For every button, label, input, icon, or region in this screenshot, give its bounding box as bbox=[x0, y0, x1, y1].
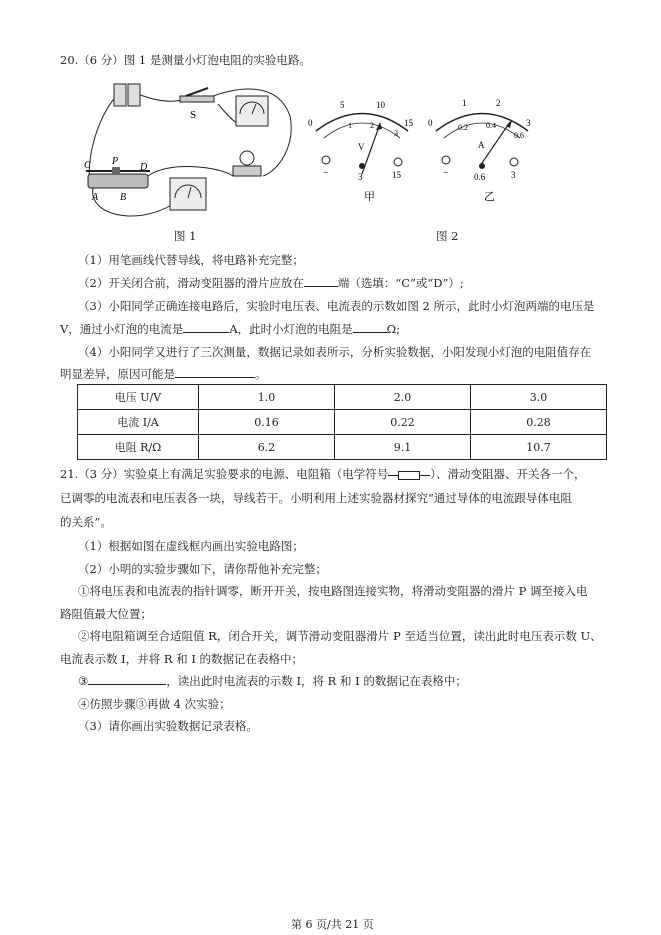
label-B: B bbox=[120, 192, 127, 203]
figure-2-caption: 图 2 bbox=[436, 229, 459, 243]
svg-text:3: 3 bbox=[511, 170, 516, 180]
answer-blank[interactable] bbox=[353, 321, 387, 333]
table-row: 电流 I/A 0.16 0.22 0.28 bbox=[78, 410, 607, 435]
table-row: 电阻 R/Ω 6.2 9.1 10.7 bbox=[78, 435, 607, 460]
answer-blank[interactable] bbox=[304, 275, 338, 287]
q21-line2: 已调零的电流表和电压表各一块，导线若干。小明利用上述实验器材探究“通过导体的电流跟导体电阻 bbox=[60, 491, 572, 505]
data-table bbox=[77, 384, 607, 460]
q20-part4-line1: （4）小阳同学又进行了三次测量，数据记录如表所示，分析实验数据，小阳发现小灯泡的电阻值存在 bbox=[78, 345, 592, 359]
svg-text:10: 10 bbox=[376, 100, 385, 110]
q21-step1-line2: 路阻值最大位置； bbox=[60, 607, 152, 621]
resistance-box-symbol bbox=[398, 471, 420, 480]
voltmeter-jia bbox=[308, 100, 414, 182]
svg-text:3: 3 bbox=[394, 129, 398, 138]
q21-line3: 的关系”。 bbox=[60, 515, 112, 529]
svg-text:0.4: 0.4 bbox=[486, 121, 496, 130]
svg-text:V: V bbox=[358, 142, 365, 152]
svg-text:0: 0 bbox=[428, 118, 433, 128]
answer-blank[interactable] bbox=[183, 321, 229, 333]
svg-text:2: 2 bbox=[496, 98, 501, 108]
q21-sub3: （3）请你画出实验数据记录表格。 bbox=[78, 719, 258, 733]
figure-2-meters bbox=[300, 96, 550, 206]
svg-text:1: 1 bbox=[462, 98, 467, 108]
q21-line1: 21.（3 分）实验桌上有满足实验要求的电源、电阻箱（电学符号 ）、滑动变阻器、开关各一个， bbox=[60, 467, 586, 481]
q21-sub1: （1）根据如图在虚线框内画出实验电路图； bbox=[78, 539, 304, 553]
figure-1-circuit bbox=[78, 76, 303, 226]
label-jia: 甲 bbox=[364, 191, 375, 203]
page-footer: 第 6 页/共 21 页 bbox=[291, 918, 374, 931]
label-yi: 乙 bbox=[484, 191, 495, 203]
answer-blank[interactable] bbox=[175, 366, 255, 378]
q20-part3-line1: （3）小阳同学正确连接电路后，实验时电压表、电流表的示数如图 2 所示，此时小灯泡两端的电压是 bbox=[78, 299, 595, 313]
svg-text:15: 15 bbox=[404, 118, 413, 128]
svg-text:0.6: 0.6 bbox=[514, 131, 524, 140]
svg-text:0.2: 0.2 bbox=[458, 123, 468, 132]
q21-step2-line2: 电流表示数 I，并将 R 和 I 的数据记在表格中； bbox=[60, 652, 304, 666]
figure-1-caption: 图 1 bbox=[174, 229, 197, 243]
table-row: 电压 U/V 1.0 2.0 3.0 bbox=[78, 385, 607, 410]
svg-text:0: 0 bbox=[308, 118, 313, 128]
svg-text:3: 3 bbox=[358, 172, 363, 182]
svg-text:3: 3 bbox=[526, 118, 531, 128]
q20-part4-line2: 明显差异，原因可能是 。 bbox=[60, 367, 267, 381]
svg-text:1: 1 bbox=[348, 121, 352, 130]
q21-step1-line1: ①将电压表和电流表的指针调零，断开开关，按电路图连接实物，将滑动变阻器的滑片 P 调至接入电 bbox=[78, 584, 588, 598]
q21-step4: ④仿照步骤③再做 4 次实验； bbox=[78, 697, 231, 711]
label-S: S bbox=[190, 109, 197, 121]
label-A: A bbox=[92, 192, 99, 203]
q21-step2-line1: ②将电阻箱调至合适阻值 R，闭合开关，调节滑动变阻器滑片 P 至适当位置，读出此时电压表示数 U、 bbox=[78, 629, 602, 643]
q21-sub2: （2）小明的实验步骤如下，请你帮他补充完整； bbox=[78, 562, 327, 576]
label-P: P bbox=[112, 156, 119, 167]
svg-text:−: − bbox=[323, 168, 329, 179]
label-D: D bbox=[140, 162, 148, 173]
svg-text:5: 5 bbox=[340, 100, 345, 110]
q21-step3: ③ ，读出此时电流表的示数 I，将 R 和 I 的数据记在表格中； bbox=[78, 674, 467, 688]
svg-text:0.6: 0.6 bbox=[474, 172, 486, 182]
q20-part1: （1）用笔画线代替导线，将电路补充完整； bbox=[78, 253, 304, 267]
q20-part3-line2: V，通过小灯泡的电流是 A，此时小灯泡的电阻是 Ω; bbox=[60, 322, 401, 336]
svg-text:15: 15 bbox=[392, 170, 401, 180]
ammeter-yi bbox=[428, 98, 531, 182]
answer-blank[interactable] bbox=[88, 673, 166, 685]
svg-text:2: 2 bbox=[370, 121, 374, 130]
label-C: C bbox=[84, 160, 91, 171]
q20-title: 20.（6 分）图 1 是测量小灯泡电阻的实验电路。 bbox=[60, 53, 311, 67]
q20-part2: （2）开关闭合前，滑动变阻器的滑片应放在 端（选填：“C”或“D”）; bbox=[78, 276, 464, 290]
svg-text:A: A bbox=[478, 140, 485, 150]
svg-text:−: − bbox=[443, 168, 449, 179]
